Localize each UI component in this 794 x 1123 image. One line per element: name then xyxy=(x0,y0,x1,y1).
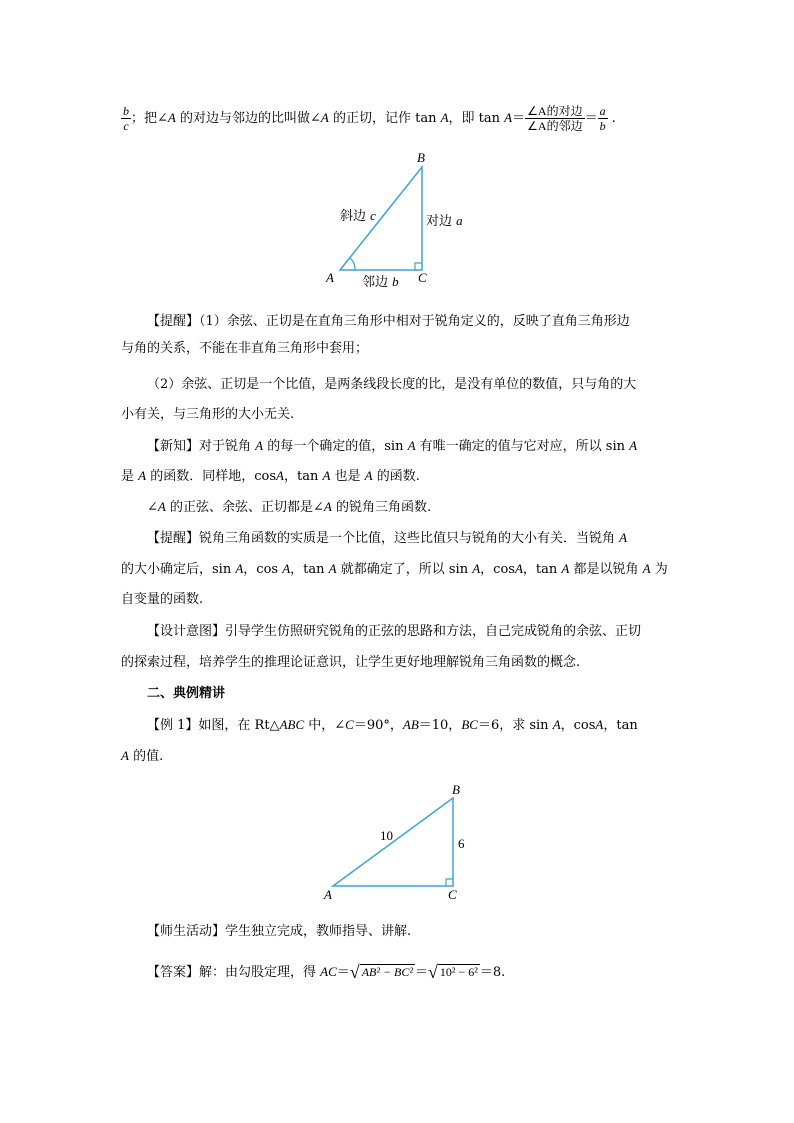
right-triangle-figure-1 xyxy=(320,145,480,290)
fraction-a-over-b: $\frac{a}{b}$ xyxy=(599,104,606,133)
vertex-a-label-2: A xyxy=(324,887,332,902)
opposite-side-label: 对边 a xyxy=(426,213,463,229)
design-intent-paragraph: 【设计意图】引导学生仿照研究锐角的正弦的思路和方法，自己完成锐角的余弦、正切 xyxy=(147,624,642,639)
hypotenuse-length-label: 10 xyxy=(380,828,393,843)
right-angle-mark xyxy=(415,263,422,270)
remind-paragraph-2: 【提醒】锐角三角函数的实质是一个比值，这些比值只与锐角的大小有关．当锐角 A xyxy=(147,530,628,546)
vertex-c-label-2: C xyxy=(448,887,457,902)
fraction-b-over-c: $\frac{b}{c}$ xyxy=(123,104,129,133)
hypotenuse-label: 斜边 c xyxy=(340,208,376,224)
answer-paragraph: 【答案】解：由勾股定理，得 AC＝√ AB² − BC² ＝√ 10² − 6² ＝8. xyxy=(147,962,506,982)
right-angle-mark-2 xyxy=(446,879,453,886)
vertex-c-label: C xyxy=(418,270,427,285)
teacher-student-activity: 【师生活动】学生独立完成，教师指导、讲解. xyxy=(147,924,412,939)
angle-a-arc xyxy=(350,258,355,270)
sqrt-10sq-minus-6sq: √ 10² − 6² xyxy=(428,962,478,982)
triangle-abc-example xyxy=(333,798,453,886)
vertex-b-label: B xyxy=(417,150,425,165)
opposite-length-label: 6 xyxy=(458,836,465,851)
fraction-opposite-over-adjacent: $\frac{\text{∠A的对边}}{\text{∠A的邻边}}$ xyxy=(527,104,583,133)
new-knowledge-paragraph: 【新知】对于锐角 A 的每一个确定的值，sin A 有唯一确定的值与它对应，所以 sin A xyxy=(147,438,638,454)
adjacent-side-label: 邻边 b xyxy=(362,274,399,290)
section-heading: 二、典例精讲 xyxy=(147,686,226,701)
sqrt-ab2-minus-bc2: √ AB² − BC² xyxy=(349,962,413,982)
right-triangle-figure-2 xyxy=(318,780,478,905)
vertex-b-label-2: B xyxy=(452,782,460,797)
tangent-definition-line: $\frac{b}{c}$ ；把∠A 的对边与邻边的比叫做∠A 的正切，记作 tan A，即 tan A＝ $\frac{\text{∠A的对边}}{\text{∠A的邻边}}$ ＝ $\frac{a}{b}$ . xyxy=(123,104,616,133)
vertex-a-label: A xyxy=(326,270,334,285)
example-1-paragraph: 【例 1】如图，在 Rt△ABC 中，∠C＝90°，AB＝10，BC＝6，求 sin A，cosA，tan xyxy=(147,717,638,733)
remind-paragraph-1: 【提醒】（1）余弦、正切是在直角三角形中相对于锐角定义的，反映了直角三角形边 xyxy=(147,314,630,329)
document-page: $\frac{b}{c}$ ；把∠A 的对边与邻边的比叫做∠A 的正切，记作 tan A，即 tan A＝ $\frac{\text{∠A的对边}}{\text{∠A的邻边}}$ ＝ $\frac{a}{b}$ . B A C 斜边 c 对边 a 邻边 b 【提醒】（1）余弦、正切是在直角三角形中相对于锐角定义的，反映了直角三角形边 与角的关系，不能在非直角三角形中套用； （2）余弦、正切是一个比值，是两条线段长度的比，是没有单位的数值，只与角的大 小有关，与三角形的大小无关. 【新知】对于锐角 A 的每一个确定的值，sin A 有唯一确定的值与它对应，所以 sin A 是 A 的函数．同样地，cosA，tan A 也是 A 的函数. ∠A 的正弦、余弦、正切都是∠A 的锐角三角函数. 【提醒】锐角三角函数的实质是一个比值，这些比值只与锐角的大小有关．当锐角 A 的大小确定后，sin A，cos A，tan A 就都确定了，所以 sin A，cosA，tan A 都是以锐角 A 为 自变量的函数. 【设计意图】引导学生仿照研究锐角的正弦的思路和方法，自己完成锐角的余弦、正切 的探索过程，培养学生的推理论证意识，让学生更好地理解锐角三角函数的概念. 二、典例精讲 【例 1】如图，在 Rt△ABC 中，∠C＝90°，AB＝10，BC＝6，求 sin A，cosA，tan A 的值. B A C 10 6 【师生活动】学生独立完成，教师指导、讲解. 【答案】解：由勾股定理，得 AC＝√ AB² − BC² ＝√ 10² − 6² ＝8. xyxy=(0,0,794,1123)
